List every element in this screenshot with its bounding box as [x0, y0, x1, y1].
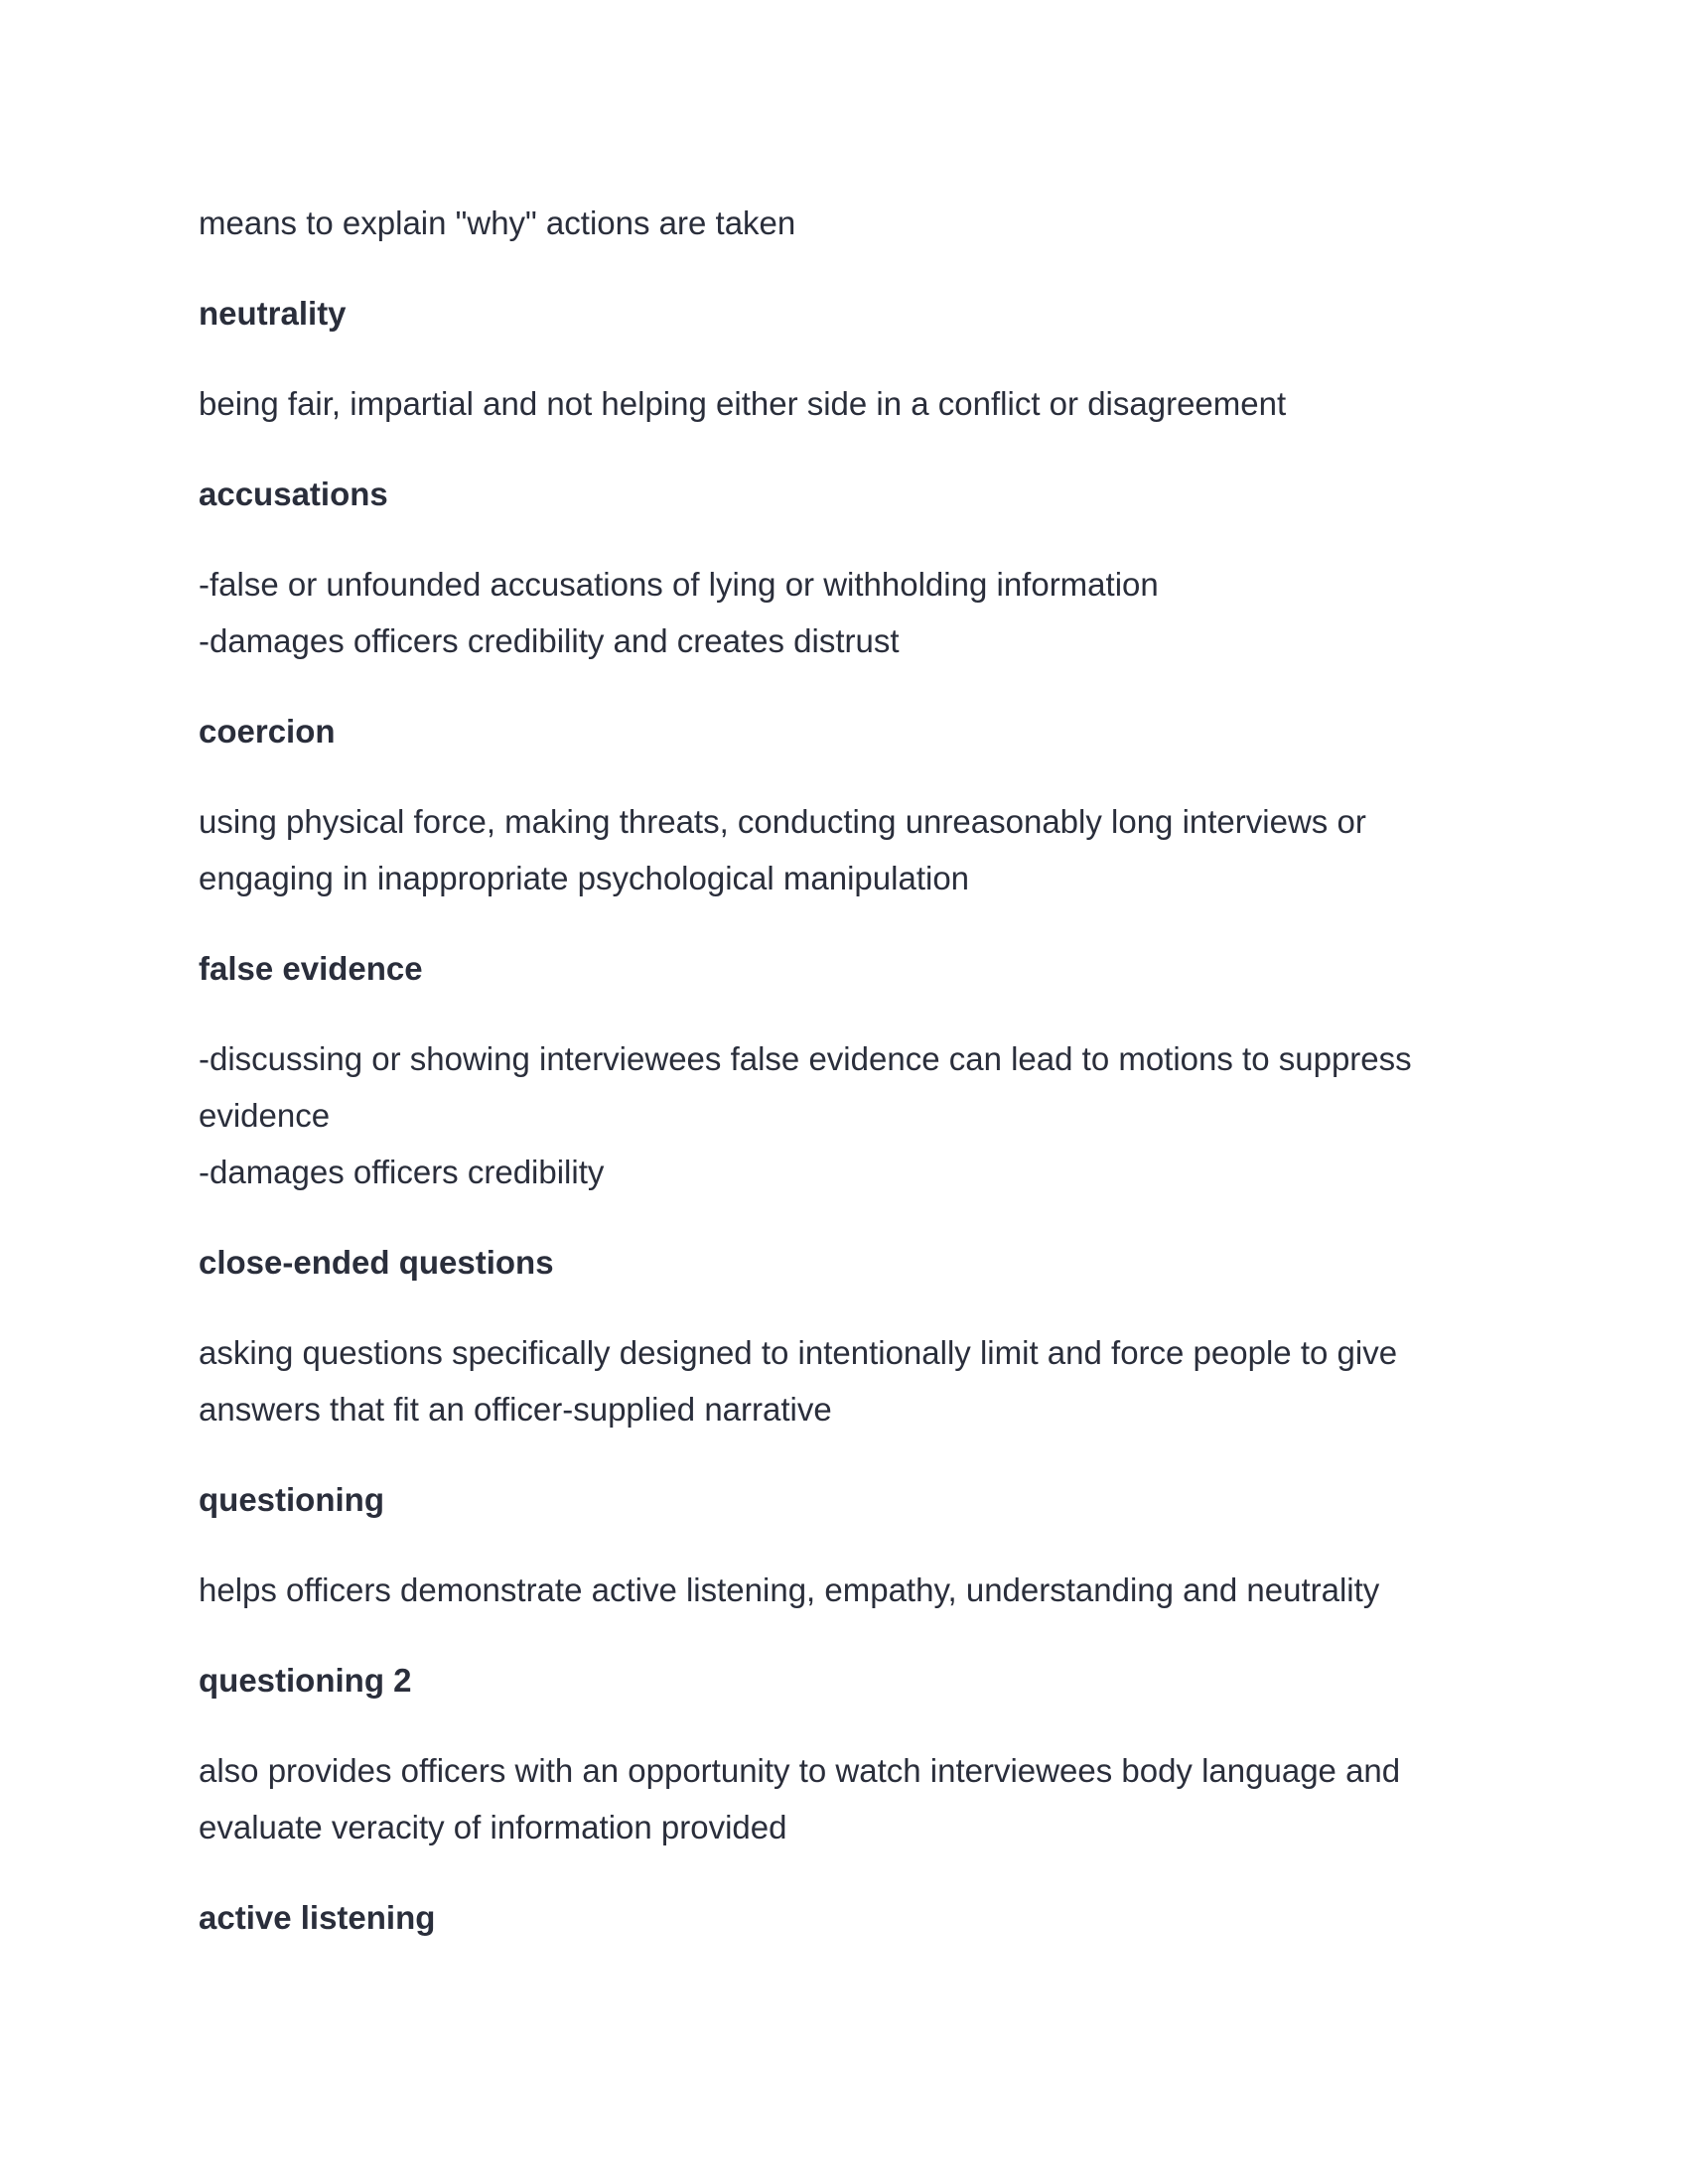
definition-text: using physical force, making threats, conducting unreasonably long interviews or	[199, 803, 1366, 840]
term-block	[199, 1471, 1509, 1528]
definition-block	[199, 793, 1509, 906]
definition-text: helps officers demonstrate active listening, empathy, understanding and neutrality	[199, 1571, 1380, 1608]
definition-text: means to explain "why" actions are taken	[199, 205, 796, 241]
term-heading: false evidence	[199, 950, 423, 987]
definition-block	[199, 556, 1509, 669]
definition-text: evidence	[199, 1097, 331, 1134]
term-heading: neutrality	[199, 295, 347, 332]
term-heading: questioning	[199, 1481, 384, 1518]
definition-text: -damages officers credibility and creates distrust	[199, 622, 900, 659]
definition-text: engaging in inappropriate psychological manipulation	[199, 860, 970, 896]
definition-block	[199, 1030, 1509, 1200]
term-block	[199, 703, 1509, 759]
term-heading: active listening	[199, 1899, 436, 1936]
term-block	[199, 1889, 1509, 1946]
term-block	[199, 466, 1509, 522]
definition-text: answers that fit an officer-supplied narrative	[199, 1391, 832, 1428]
term-block	[199, 1652, 1509, 1708]
term-heading: coercion	[199, 713, 336, 750]
definition-text: evaluate veracity of information provided	[199, 1809, 787, 1845]
term-block	[199, 285, 1509, 341]
definition-block	[199, 1324, 1509, 1437]
definition-text: -damages officers credibility	[199, 1154, 605, 1190]
flashcard-document	[199, 195, 1509, 1946]
term-heading: accusations	[199, 476, 388, 512]
definition-text: -false or unfounded accusations of lying or withholding information	[199, 566, 1159, 603]
term-heading: questioning 2	[199, 1662, 412, 1699]
definition-text: asking questions specifically designed to intentionally limit and force people to give	[199, 1334, 1398, 1371]
term-heading: close-ended questions	[199, 1244, 554, 1281]
term-block	[199, 1234, 1509, 1291]
definition-block	[199, 1742, 1509, 1855]
definition-text: -discussing or showing interviewees false evidence can lead to motions to suppress	[199, 1040, 1412, 1077]
definition-text: also provides officers with an opportunity to watch interviewees body language and	[199, 1752, 1401, 1789]
definition-block	[199, 1562, 1509, 1618]
definition-block	[199, 195, 1509, 251]
definition-text: being fair, impartial and not helping either side in a conflict or disagreement	[199, 385, 1287, 422]
definition-block	[199, 375, 1509, 432]
term-block	[199, 940, 1509, 997]
